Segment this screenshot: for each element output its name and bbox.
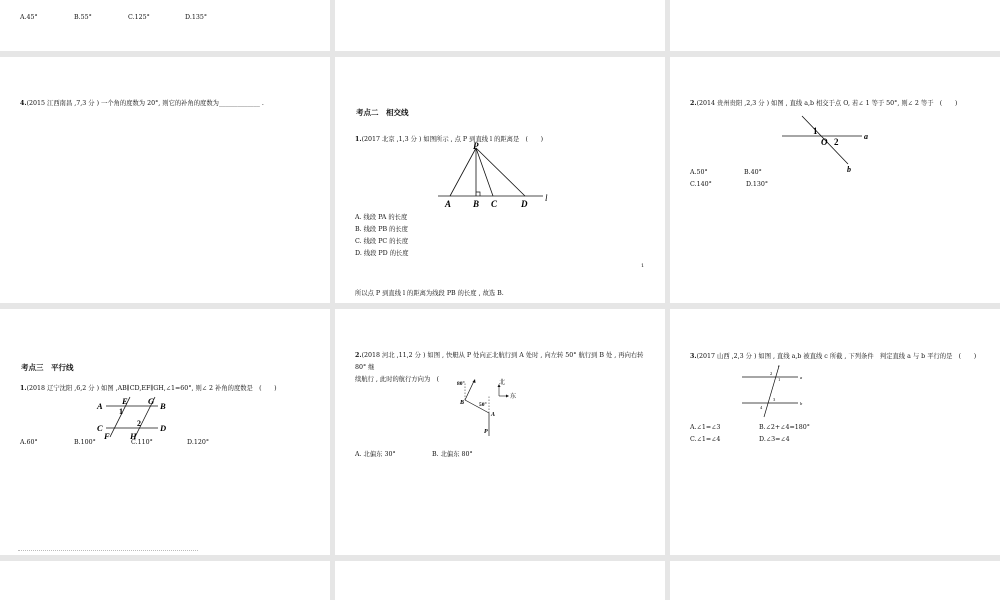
angle-80-label: 80° [457,381,465,387]
slide-kaodian-3 [0,309,330,555]
question-text: 1.(2018 辽宁沈阳 ,6,2 分 ) 如图 ,AB∥CD,EF∥GH,∠1=60°, 则∠ 2 补角的度数是 ( ) [20,385,277,392]
point-p-label: P [484,429,488,435]
point-a-label: A [491,412,496,418]
slide-question-2-intersecting [670,57,1000,303]
option-c: C. 线段 PC 的长度 [355,238,409,245]
line-b-label: b [847,165,851,174]
slide-bottom-left [0,561,330,600]
label-f: F [104,431,110,441]
question-text: 2.(2014 贵州贵阳 ,2,3 分 ) 如图 , 直线 a,b 相交于点 O, 若∠ 1 等于 50°, 则∠ 2 等于 ( ) [690,100,958,107]
option-b: B.55° [74,14,92,21]
option-a: A.45° [20,14,38,21]
question-text-line-3: 续航行 , 此时的航行方向为 ( [355,376,440,383]
section-heading: 考点二 相交线 [356,108,409,117]
section-heading: 考点三 平行线 [21,363,74,372]
faint-footer-line [18,550,198,553]
question-text: 4.(2015 江西南昌 ,7,3 分 ) 一个角的度数为 20°, 则它的补角的度数为_____________ . [20,100,264,107]
option-d: D.130° [746,181,768,188]
option-b: B. 北偏东 80° [432,451,473,458]
question-text-line-2: 80° 继 [355,364,375,371]
label-b: B [473,199,480,209]
point-b-label: B [460,400,465,406]
point-o-label: O [821,137,828,147]
option-d: D.135° [185,14,207,21]
page-mark: 1 [641,263,645,269]
option-b: B.100° [74,439,96,446]
parallel-lines-figure [96,396,176,442]
slide-top-middle [335,0,665,51]
label-b: B [160,401,166,411]
slide-question-2-navigation [335,309,665,555]
option-d: D.120° [187,439,209,446]
line-c-label: c [778,363,780,368]
label-a: A [445,199,452,209]
option-a: A.50° [690,169,708,176]
question-text: 1.(2017 北京 ,1,3 分 ) 如图所示 , 点 P 到直线 l 的距离是 ( ) [355,136,544,143]
perpendicular-figure [435,141,565,211]
slide-bottom-middle [335,561,665,600]
option-a: A. 线段 PA 的长度 [355,214,408,221]
label-e: E [122,396,128,406]
option-b: B.40° [744,169,762,176]
slide-kaodian-2 [335,57,665,303]
angle-2-label: 2 [770,371,773,376]
angle-50-label: 50° [479,402,487,408]
angle-4-label: 4 [760,405,763,410]
slide-question-3-parallel [670,309,1000,555]
option-c: C.110° [131,439,153,446]
label-p: P [473,141,479,151]
label-d: D [521,199,528,209]
label-a: A [97,401,103,411]
answer-text: 所以点 P 到直线 l 的距离为线段 PB 的长度 , 故选 B. [355,290,504,297]
east-label: 东 [510,394,517,400]
option-c: C.∠1=∠4 [690,436,721,443]
slide-top-right [670,0,1000,51]
option-a: A. 北偏东 30° [355,451,396,458]
angle-2-label: 2 [834,137,839,147]
north-label: 北 [499,380,506,386]
line-b-label: b [800,401,803,406]
label-l: l [545,193,548,203]
option-d: D.∠3=∠4 [759,436,790,443]
label-g: G [148,396,155,406]
question-text: 3.(2017 山西 ,2,3 分 ) 如图 , 直线 a,b 被直线 c 所截 , 下列条件 判定直线 a 与 b 平行的是 ( ) [690,353,977,360]
option-d: D. 线段 PD 的长度 [355,250,409,257]
label-h: H [130,431,137,441]
label-c: C [97,423,103,433]
angle-2-label: 2 [137,419,141,428]
question-text-line-1: 2.(2018 河北 ,11,2 分 ) 如图 , 快艇从 P 处向正北航行到 A 处时 , 向左转 50° 航行到 B 处 , 再向右转 [355,352,644,359]
line-a-label: a [800,375,803,380]
option-a: A.60° [20,439,38,446]
angle-1-label: 1 [778,377,781,382]
slide-question-4 [0,57,330,303]
option-b: B.∠2+∠4=180° [759,424,810,431]
label-d: D [160,423,167,433]
slide-bottom-right [670,561,1000,600]
angle-3-label: 3 [773,397,776,402]
line-a-label: a [864,132,868,141]
option-a: A.∠1=∠3 [690,424,721,431]
option-c: C.125° [128,14,150,21]
intersecting-lines-figure [780,115,890,175]
navigation-figure [455,378,535,438]
option-c: C.140° [690,181,712,188]
option-b: B. 线段 PB 的长度 [355,226,408,233]
slide-top-left [0,0,330,51]
angle-1-label: 1 [813,126,818,136]
angle-1-label: 1 [119,407,123,416]
label-c: C [491,199,498,209]
transversal-figure [740,364,810,419]
